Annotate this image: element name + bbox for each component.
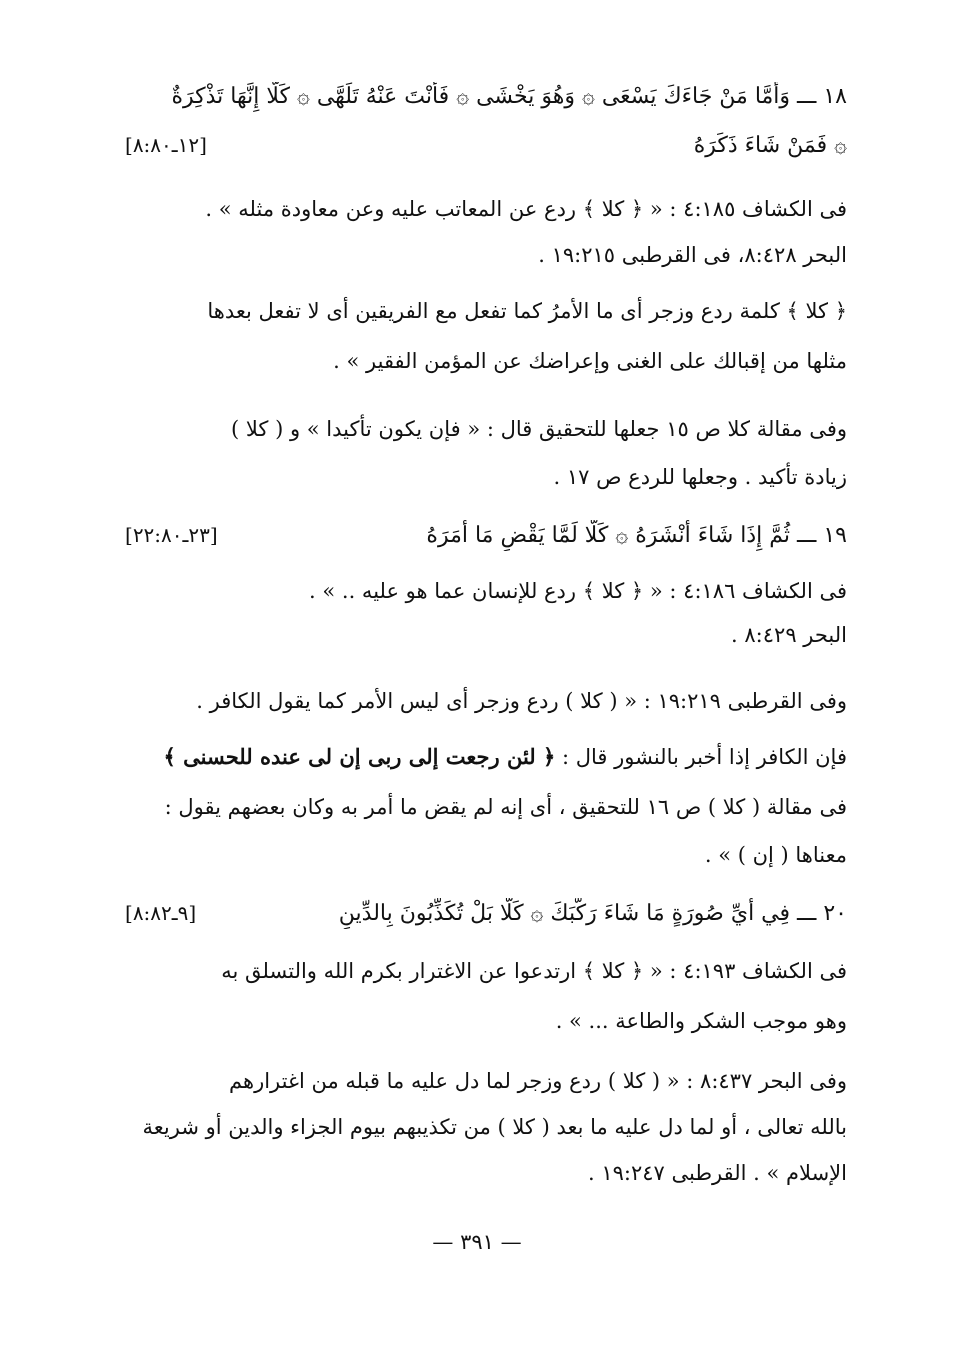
verse-20 xyxy=(125,898,847,929)
text-line: معناها ( إن ) » . xyxy=(704,843,847,867)
verse-18-line-2 xyxy=(125,130,847,161)
text-line: وفى القرطبى ١٩:٢١٩ : « ( كلا ) ردع وزجر أى ليس الأمر كما يقول الكافر . xyxy=(196,689,847,713)
verse-text: ٢٠ ـــ فِي أَيِّ صُورَةٍ مَا شَاءَ رَكَّبَكَ ۞ كَلَّا بَلْ تُكَذِّبُونَ بِالدِّينِ xyxy=(338,901,847,926)
verse-18-line-1: ١٨ ـــ وَأَمَّا مَنْ جَاءَكَ يَسْعَى ۞ وَهُوَ يَخْشَى ۞ فَأَنْتَ عَنْهُ تَلَهَّى ۞ كَلَّا إِنَّهَا تَذْكِرَةٌ xyxy=(171,84,847,109)
text-line: زيادة تأكيد . وجعلها للردع ص ١٧ . xyxy=(553,465,847,489)
text-line: الإسلام » . القرطبى ١٩:٢٤٧ . xyxy=(587,1161,847,1185)
text-line: فى الكشاف ٤:١٨٥ : « ﴿ كلا ﴾ ردع عن المعاتب عليه وعن معاودة مثله » . xyxy=(205,197,847,221)
verse-reference: [٩ـ٨:٨٢] xyxy=(125,901,197,925)
quoted-verse: ﴿ لئن رجعت إلى ربى إن لى عنده للحسنى ﴾ xyxy=(163,744,556,769)
text-line: وهو موجب الشكر والطاعة ... » . xyxy=(555,1009,847,1033)
text-line: بالله تعالى ، أو لما دل عليه ما بعد ( كلا ) من تكذيبهم بيوم الجزاء والدين أو شريعة xyxy=(142,1115,847,1139)
text-line: ﴿ كلا ﴾ كلمة ردع وزجر أى ما الأمرُ كما تفعل مع الفريقين أى لا تفعل بعدها xyxy=(207,299,847,323)
text-fragment: فإن الكافر إذا أخبر بالنشور قال : xyxy=(562,745,847,769)
text-line: فى الكشاف ٤:١٩٣ : « ﴿ كلا ﴾ ارتدعوا عن الاغترار بكرم الله والتسلق به xyxy=(221,959,847,983)
page-number: — ٣٩١ — xyxy=(432,1230,522,1254)
text-line: مثلها من إقبالك على الغنى وإعراضك عن المؤمن الفقير » . xyxy=(333,349,847,373)
verse-reference: [١٢ـ٨:٨٠] xyxy=(125,133,207,157)
text-line: البحر ٨:٤٢٨، فى القرطبى ١٩:٢١٥ . xyxy=(538,243,847,267)
verse-19 xyxy=(125,520,847,551)
verse-reference: [٢٣ـ٢٢:٨٠] xyxy=(125,523,218,547)
text-line xyxy=(125,742,847,772)
text-line: وفى البحر ٨:٤٣٧ : « ( كلا ) ردع وزجر لما دل عليه ما قبله من اغترارهم xyxy=(229,1069,847,1093)
text-line: وفى مقالة كلا ص ١٥ جعلها للتحقيق قال : « فإن يكون تأكيدا » و ( كلا ) xyxy=(231,417,847,441)
text-line: فى مقالة ( كلا ) ص ١٦ للتحقيق ، أى إنه لم يقض ما أمر به وكان بعضهم يقول : xyxy=(164,795,847,819)
text-line: فى الكشاف ٤:١٨٦ : « ﴿ كلا ﴾ ردع للإنسان عما هو عليه .. » . xyxy=(309,579,847,603)
verse-text: ۞ فَمَنْ شَاءَ ذَكَرَهُ xyxy=(693,133,847,158)
text-line: البحر ٨:٤٢٩ . xyxy=(731,623,847,647)
verse-text: ١٩ ـــ ثُمَّ إِذَا شَاءَ أَنْشَرَهُ ۞ كَلَّا لَمَّا يَقْضِ مَا أَمَرَهُ xyxy=(426,523,847,548)
